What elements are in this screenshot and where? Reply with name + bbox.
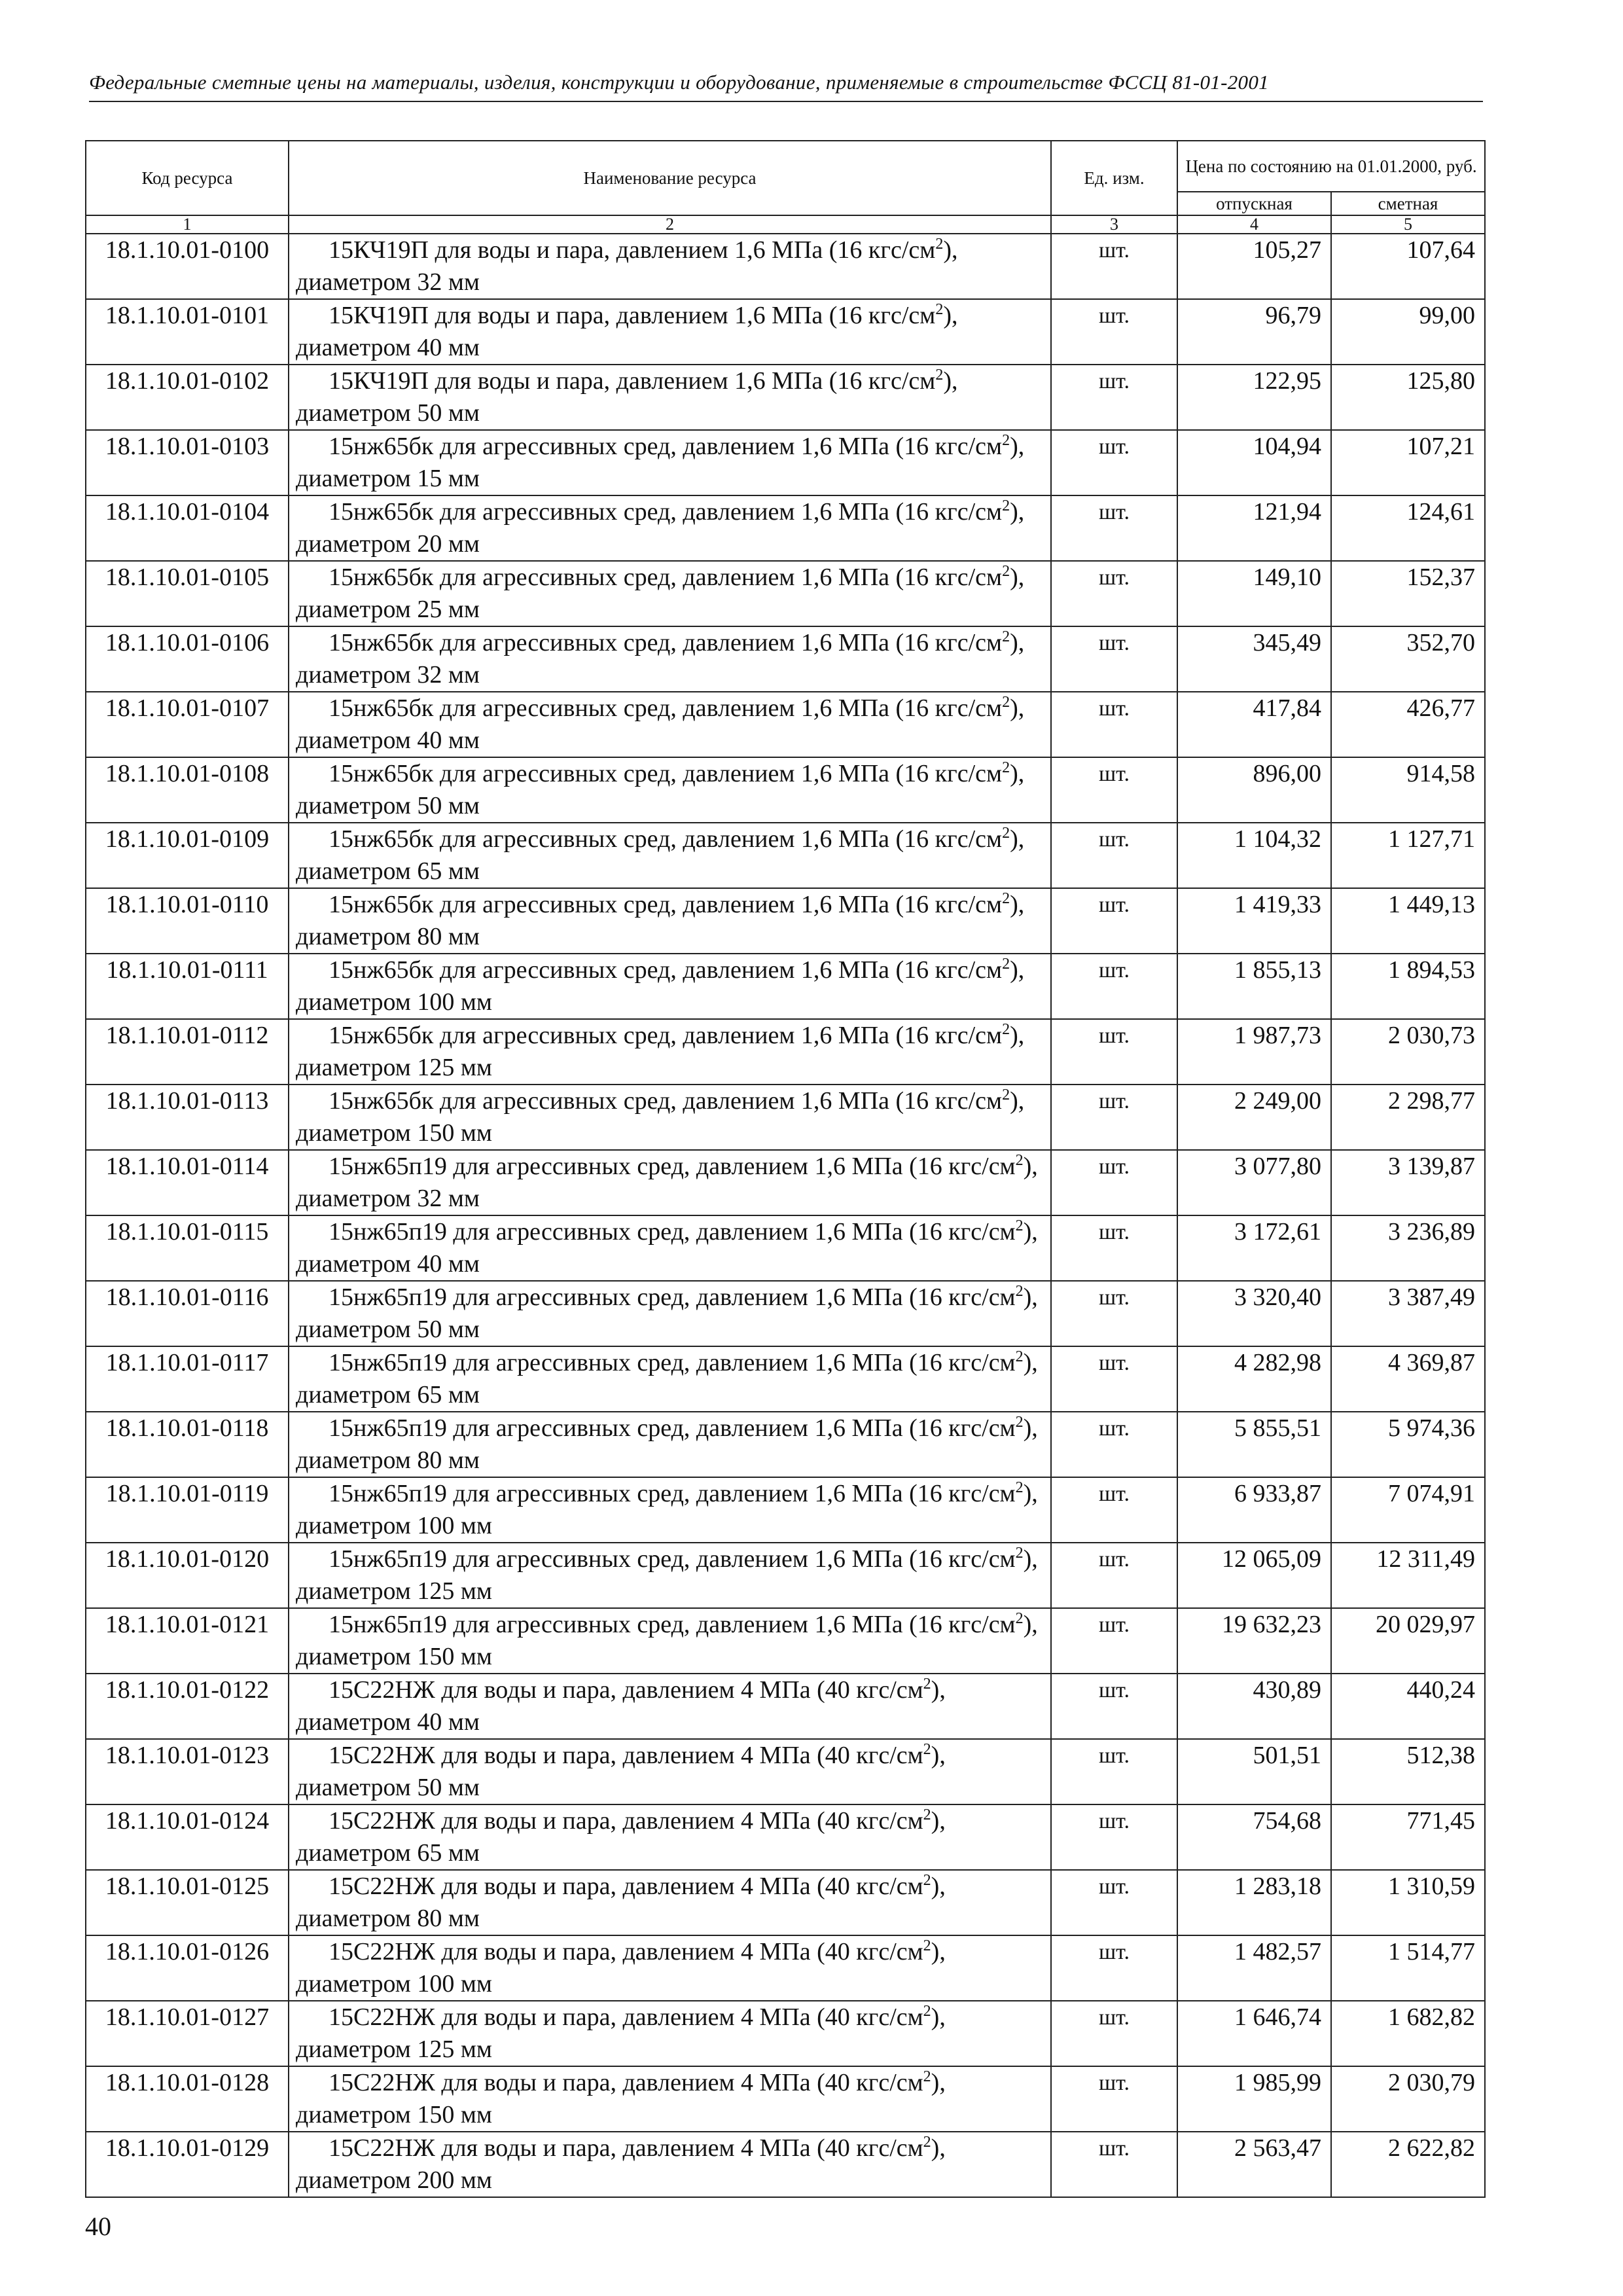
- resource-name: [289, 430, 1051, 495]
- price-release: 501,51: [1177, 1739, 1331, 1804]
- table-row: [86, 430, 1485, 495]
- resource-name-tail: ), диаметром 125 мм: [296, 1545, 1038, 1605]
- superscript: 2: [923, 1937, 931, 1954]
- resource-name: [289, 757, 1051, 823]
- resource-name: [289, 561, 1051, 626]
- table-row: [86, 1412, 1485, 1477]
- resource-name-text: 15нж65бк для агрессивных сред, давлением 1,6 МПа (16 кгс/см: [329, 1087, 1003, 1115]
- resource-name-text: 15нж65п19 для агрессивных сред, давлением 1,6 МПа (16 кгс/см: [329, 1545, 1016, 1573]
- superscript: 2: [1015, 1348, 1024, 1365]
- resource-name-text: 15нж65бк для агрессивных сред, давлением 1,6 МПа (16 кгс/см: [329, 891, 1003, 918]
- price-release: 121,94: [1177, 495, 1331, 561]
- unit: шт.: [1051, 1150, 1177, 1215]
- resource-name-text: 15С22НЖ для воды и пара, давлением 4 МПа (40 кгс/см: [329, 1742, 923, 1769]
- resource-name: [289, 365, 1051, 430]
- resource-name-text: 15нж65бк для агрессивных сред, давлением 1,6 МПа (16 кгс/см: [329, 694, 1003, 722]
- resource-code: 18.1.10.01-0112: [86, 1019, 289, 1085]
- resource-name: [289, 1412, 1051, 1477]
- resource-name: [289, 1739, 1051, 1804]
- superscript: 2: [935, 367, 944, 384]
- superscript: 2: [1015, 1610, 1024, 1627]
- unit: шт.: [1051, 1804, 1177, 1870]
- price-release: 2 249,00: [1177, 1085, 1331, 1150]
- resource-name: [289, 234, 1051, 299]
- resource-name-tail: ), диаметром 150 мм: [296, 2069, 946, 2128]
- unit: шт.: [1051, 1870, 1177, 1935]
- superscript: 2: [1002, 1021, 1010, 1038]
- resource-name: [289, 1150, 1051, 1215]
- unit: шт.: [1051, 1935, 1177, 2001]
- resource-name: [289, 1281, 1051, 1346]
- resource-name-text: 15нж65п19 для агрессивных сред, давлением 1,6 МПа (16 кгс/см: [329, 1153, 1016, 1180]
- resource-name-text: 15нж65п19 для агрессивных сред, давлением 1,6 МПа (16 кгс/см: [329, 1283, 1016, 1311]
- resource-name-text: 15нж65бк для агрессивных сред, давлением 1,6 МПа (16 кгс/см: [329, 564, 1003, 591]
- table-row: [86, 1935, 1485, 2001]
- resource-name: [289, 1608, 1051, 1674]
- resource-name-tail: ), диаметром 200 мм: [296, 2134, 946, 2194]
- resource-name-text: 15КЧ19П для воды и пара, давлением 1,6 МПа (16 кгс/см: [329, 302, 936, 329]
- table-row: [86, 2066, 1485, 2132]
- price-release: 105,27: [1177, 234, 1331, 299]
- superscript: 2: [923, 2003, 931, 2020]
- table-row: [86, 1215, 1485, 1281]
- price-estimate: 12 311,49: [1331, 1543, 1485, 1608]
- price-estimate: 2 622,82: [1331, 2132, 1485, 2197]
- superscript: 2: [935, 236, 944, 253]
- resource-name-tail: ), диаметром 150 мм: [296, 1087, 1025, 1147]
- resource-code: 18.1.10.01-0106: [86, 626, 289, 692]
- resource-code: 18.1.10.01-0109: [86, 823, 289, 888]
- resource-name-text: 15нж65п19 для агрессивных сред, давлением 1,6 МПа (16 кгс/см: [329, 1611, 1016, 1638]
- price-estimate: 1 310,59: [1331, 1870, 1485, 1935]
- price-estimate: 914,58: [1331, 757, 1485, 823]
- resource-name-tail: ), диаметром 100 мм: [296, 956, 1025, 1016]
- resource-code: 18.1.10.01-0107: [86, 692, 289, 757]
- resource-code: 18.1.10.01-0104: [86, 495, 289, 561]
- price-release: 754,68: [1177, 1804, 1331, 1870]
- resource-name-tail: ), диаметром 125 мм: [296, 1022, 1025, 1081]
- header-price-group: Цена по состоянию на 01.01.2000, руб.: [1177, 141, 1485, 192]
- price-release: 1 987,73: [1177, 1019, 1331, 1085]
- table-row: [86, 1281, 1485, 1346]
- resource-code: 18.1.10.01-0115: [86, 1215, 289, 1281]
- resource-name-tail: ), диаметром 32 мм: [296, 236, 958, 296]
- header-code: Код ресурса: [86, 141, 289, 215]
- resource-code: 18.1.10.01-0122: [86, 1674, 289, 1739]
- table-row: [86, 2132, 1485, 2197]
- price-estimate: 125,80: [1331, 365, 1485, 430]
- superscript: 2: [1015, 1414, 1024, 1431]
- column-number: 1: [86, 215, 289, 234]
- resource-name-tail: ), диаметром 50 мм: [296, 367, 958, 427]
- price-estimate: 352,70: [1331, 626, 1485, 692]
- resource-code: 18.1.10.01-0119: [86, 1477, 289, 1543]
- resource-name-text: 15С22НЖ для воды и пара, давлением 4 МПа (40 кгс/см: [329, 2134, 923, 2162]
- resource-name-text: 15нж65п19 для агрессивных сред, давлением 1,6 МПа (16 кгс/см: [329, 1349, 1016, 1376]
- unit: шт.: [1051, 561, 1177, 626]
- table-row: [86, 1543, 1485, 1608]
- resource-code: 18.1.10.01-0127: [86, 2001, 289, 2066]
- unit: шт.: [1051, 1346, 1177, 1412]
- resource-name-text: 15С22НЖ для воды и пара, давлением 4 МПа (40 кгс/см: [329, 1873, 923, 1900]
- resource-name-text: 15нж65бк для агрессивных сред, давлением 1,6 МПа (16 кгс/см: [329, 498, 1003, 526]
- unit: шт.: [1051, 430, 1177, 495]
- resource-name: [289, 1674, 1051, 1739]
- resource-code: 18.1.10.01-0118: [86, 1412, 289, 1477]
- resource-name-tail: ), диаметром 65 мм: [296, 1349, 1038, 1408]
- superscript: 2: [1002, 563, 1010, 580]
- resource-name-text: 15нж65бк для агрессивных сред, давлением 1,6 МПа (16 кгс/см: [329, 433, 1003, 460]
- price-estimate: 3 387,49: [1331, 1281, 1485, 1346]
- resource-code: 18.1.10.01-0103: [86, 430, 289, 495]
- resource-name-tail: ), диаметром 80 мм: [296, 1873, 946, 1932]
- price-estimate: 1 127,71: [1331, 823, 1485, 888]
- price-estimate: 20 029,97: [1331, 1608, 1485, 1674]
- price-release: 430,89: [1177, 1674, 1331, 1739]
- table-row: [86, 561, 1485, 626]
- price-estimate: 152,37: [1331, 561, 1485, 626]
- price-release: 1 419,33: [1177, 888, 1331, 954]
- price-release: 1 482,57: [1177, 1935, 1331, 2001]
- superscript: 2: [1002, 825, 1010, 842]
- column-number: 3: [1051, 215, 1177, 234]
- resource-name-text: 15нж65п19 для агрессивных сред, давлением 1,6 МПа (16 кгс/см: [329, 1218, 1016, 1246]
- resource-name-text: 15нж65п19 для агрессивных сред, давлением 1,6 МПа (16 кгс/см: [329, 1414, 1016, 1442]
- table-row: [86, 888, 1485, 954]
- table-row: [86, 1739, 1485, 1804]
- price-release: 104,94: [1177, 430, 1331, 495]
- superscript: 2: [1015, 1283, 1024, 1300]
- unit: шт.: [1051, 823, 1177, 888]
- resource-name-tail: ), диаметром 20 мм: [296, 498, 1025, 558]
- table-row: [86, 1019, 1485, 1085]
- table-row: [86, 1346, 1485, 1412]
- resource-name: [289, 2066, 1051, 2132]
- resource-name-tail: ), диаметром 25 мм: [296, 564, 1025, 623]
- header-price-release: отпускная: [1177, 192, 1331, 215]
- header-unit: Ед. изм.: [1051, 141, 1177, 215]
- price-release: 1 283,18: [1177, 1870, 1331, 1935]
- resource-name-text: 15С22НЖ для воды и пара, давлением 4 МПа (40 кгс/см: [329, 1938, 923, 1965]
- resource-name-text: 15нж65бк для агрессивных сред, давлением 1,6 МПа (16 кгс/см: [329, 760, 1003, 787]
- table-row: [86, 823, 1485, 888]
- price-release: 19 632,23: [1177, 1608, 1331, 1674]
- table-row: [86, 757, 1485, 823]
- price-estimate: 1 682,82: [1331, 2001, 1485, 2066]
- resource-code: 18.1.10.01-0128: [86, 2066, 289, 2132]
- unit: шт.: [1051, 626, 1177, 692]
- price-estimate: 512,38: [1331, 1739, 1485, 1804]
- unit: шт.: [1051, 1019, 1177, 1085]
- superscript: 2: [1015, 1479, 1024, 1496]
- resource-name-tail: ), диаметром 40 мм: [296, 302, 958, 361]
- superscript: 2: [1015, 1545, 1024, 1562]
- superscript: 2: [935, 301, 944, 318]
- price-release: 122,95: [1177, 365, 1331, 430]
- superscript: 2: [923, 1676, 931, 1693]
- unit: шт.: [1051, 954, 1177, 1019]
- table-row: [86, 1870, 1485, 1935]
- resource-name-tail: ), диаметром 50 мм: [296, 1283, 1038, 1343]
- unit: шт.: [1051, 2132, 1177, 2197]
- unit: шт.: [1051, 1085, 1177, 1150]
- resource-name-text: 15нж65бк для агрессивных сред, давлением 1,6 МПа (16 кгс/см: [329, 1022, 1003, 1049]
- resource-name-text: 15С22НЖ для воды и пара, давлением 4 МПа (40 кгс/см: [329, 1676, 923, 1704]
- unit: шт.: [1051, 1412, 1177, 1477]
- unit: шт.: [1051, 692, 1177, 757]
- resource-code: 18.1.10.01-0110: [86, 888, 289, 954]
- unit: шт.: [1051, 495, 1177, 561]
- price-estimate: 1 894,53: [1331, 954, 1485, 1019]
- table-row: [86, 1085, 1485, 1150]
- resource-name: [289, 1477, 1051, 1543]
- resource-name-text: 15С22НЖ для воды и пара, давлением 4 МПа (40 кгс/см: [329, 1807, 923, 1835]
- resource-name: [289, 2132, 1051, 2197]
- table-row: [86, 365, 1485, 430]
- unit: шт.: [1051, 1281, 1177, 1346]
- price-estimate: 771,45: [1331, 1804, 1485, 1870]
- resource-name-tail: ), диаметром 32 мм: [296, 1153, 1038, 1212]
- table-row: [86, 1608, 1485, 1674]
- superscript: 2: [1002, 432, 1010, 449]
- table-row: [86, 2001, 1485, 2066]
- superscript: 2: [1002, 890, 1010, 907]
- resource-code: 18.1.10.01-0123: [86, 1739, 289, 1804]
- resource-name-text: 15нж65бк для агрессивных сред, давлением 1,6 МПа (16 кгс/см: [329, 629, 1003, 656]
- price-estimate: 99,00: [1331, 299, 1485, 365]
- unit: шт.: [1051, 1739, 1177, 1804]
- resource-code: 18.1.10.01-0108: [86, 757, 289, 823]
- resource-code: 18.1.10.01-0116: [86, 1281, 289, 1346]
- superscript: 2: [923, 2068, 931, 2085]
- table-row: [86, 954, 1485, 1019]
- price-estimate: 2 298,77: [1331, 1085, 1485, 1150]
- resource-name: [289, 1215, 1051, 1281]
- resource-name: [289, 1870, 1051, 1935]
- resource-name-text: 15КЧ19П для воды и пара, давлением 1,6 МПа (16 кгс/см: [329, 367, 936, 395]
- price-table: [85, 140, 1486, 2198]
- price-estimate: 2 030,79: [1331, 2066, 1485, 2132]
- resource-name-text: 15С22НЖ для воды и пара, давлением 4 МПа (40 кгс/см: [329, 2069, 923, 2096]
- superscript: 2: [1015, 1152, 1024, 1169]
- resource-name: [289, 954, 1051, 1019]
- resource-name: [289, 1543, 1051, 1608]
- column-number: 4: [1177, 215, 1331, 234]
- price-release: 1 855,13: [1177, 954, 1331, 1019]
- resource-name-tail: ), диаметром 50 мм: [296, 760, 1025, 819]
- resource-name: [289, 1804, 1051, 1870]
- unit: шт.: [1051, 1674, 1177, 1739]
- resource-name: [289, 1019, 1051, 1085]
- unit: шт.: [1051, 2066, 1177, 2132]
- resource-name-tail: ), диаметром 50 мм: [296, 1742, 946, 1801]
- page-header: Федеральные сметные цены на материалы, изделия, конструкции и оборудование, применяемые в строительстве ФССЦ 81-01-2001: [89, 71, 1483, 102]
- resource-name-text: 15нж65бк для агрессивных сред, давлением 1,6 МПа (16 кгс/см: [329, 825, 1003, 853]
- header-name: Наименование ресурса: [289, 141, 1051, 215]
- resource-code: 18.1.10.01-0101: [86, 299, 289, 365]
- price-estimate: 3 139,87: [1331, 1150, 1485, 1215]
- unit: шт.: [1051, 365, 1177, 430]
- resource-name-tail: ), диаметром 15 мм: [296, 433, 1025, 492]
- price-estimate: 107,64: [1331, 234, 1485, 299]
- superscript: 2: [923, 1806, 931, 1823]
- resource-name-tail: ), диаметром 150 мм: [296, 1611, 1038, 1670]
- resource-name-tail: ), диаметром 40 мм: [296, 1218, 1038, 1278]
- table-row: [86, 234, 1485, 299]
- price-release: 5 855,51: [1177, 1412, 1331, 1477]
- table-row: [86, 626, 1485, 692]
- superscript: 2: [923, 1872, 931, 1889]
- price-estimate: 5 974,36: [1331, 1412, 1485, 1477]
- resource-name-tail: ), диаметром 100 мм: [296, 1938, 946, 1998]
- table-row: [86, 1477, 1485, 1543]
- unit: шт.: [1051, 757, 1177, 823]
- table-body: [86, 234, 1485, 2197]
- resource-name-tail: ), диаметром 40 мм: [296, 1676, 946, 1736]
- resource-name-tail: ), диаметром 65 мм: [296, 1807, 946, 1867]
- price-release: 12 065,09: [1177, 1543, 1331, 1608]
- resource-name-tail: ), диаметром 125 мм: [296, 2003, 946, 2063]
- unit: шт.: [1051, 888, 1177, 954]
- resource-name-text: 15нж65п19 для агрессивных сред, давлением 1,6 МПа (16 кгс/см: [329, 1480, 1016, 1507]
- price-release: 149,10: [1177, 561, 1331, 626]
- resource-name-tail: ), диаметром 32 мм: [296, 629, 1025, 689]
- unit: шт.: [1051, 1608, 1177, 1674]
- superscript: 2: [1002, 1086, 1010, 1103]
- resource-name-tail: ), диаметром 80 мм: [296, 891, 1025, 950]
- price-release: 3 320,40: [1177, 1281, 1331, 1346]
- resource-name: [289, 1935, 1051, 2001]
- resource-name: [289, 2001, 1051, 2066]
- resource-name-tail: ), диаметром 100 мм: [296, 1480, 1038, 1539]
- resource-name-text: 15С22НЖ для воды и пара, давлением 4 МПа (40 кгс/см: [329, 2003, 923, 2031]
- resource-name-text: 15нж65бк для агрессивных сред, давлением 1,6 МПа (16 кгс/см: [329, 956, 1003, 984]
- resource-name: [289, 299, 1051, 365]
- price-estimate: 2 030,73: [1331, 1019, 1485, 1085]
- resource-name: [289, 888, 1051, 954]
- resource-code: 18.1.10.01-0120: [86, 1543, 289, 1608]
- resource-code: 18.1.10.01-0124: [86, 1804, 289, 1870]
- column-number: 5: [1331, 215, 1485, 234]
- table-row: [86, 495, 1485, 561]
- superscript: 2: [1002, 628, 1010, 645]
- price-release: 6 933,87: [1177, 1477, 1331, 1543]
- price-estimate: 440,24: [1331, 1674, 1485, 1739]
- resource-code: 18.1.10.01-0125: [86, 1870, 289, 1935]
- resource-name-tail: ), диаметром 40 мм: [296, 694, 1025, 754]
- price-estimate: 107,21: [1331, 430, 1485, 495]
- superscript: 2: [1002, 694, 1010, 711]
- resource-name: [289, 1346, 1051, 1412]
- price-release: 3 172,61: [1177, 1215, 1331, 1281]
- price-estimate: 7 074,91: [1331, 1477, 1485, 1543]
- resource-code: 18.1.10.01-0100: [86, 234, 289, 299]
- price-release: 1 646,74: [1177, 2001, 1331, 2066]
- price-release: 417,84: [1177, 692, 1331, 757]
- price-release: 96,79: [1177, 299, 1331, 365]
- price-estimate: 4 369,87: [1331, 1346, 1485, 1412]
- superscript: 2: [1015, 1217, 1024, 1234]
- price-estimate: 1 514,77: [1331, 1935, 1485, 2001]
- column-number: 2: [289, 215, 1051, 234]
- table-row: [86, 1150, 1485, 1215]
- resource-name-tail: ), диаметром 65 мм: [296, 825, 1025, 885]
- unit: шт.: [1051, 1215, 1177, 1281]
- resource-name: [289, 692, 1051, 757]
- page-number: 40: [85, 2212, 111, 2241]
- price-release: 3 077,80: [1177, 1150, 1331, 1215]
- resource-code: 18.1.10.01-0121: [86, 1608, 289, 1674]
- superscript: 2: [923, 2134, 931, 2151]
- resource-code: 18.1.10.01-0126: [86, 1935, 289, 2001]
- unit: шт.: [1051, 234, 1177, 299]
- price-release: 345,49: [1177, 626, 1331, 692]
- table-row: [86, 1674, 1485, 1739]
- unit: шт.: [1051, 1477, 1177, 1543]
- unit: шт.: [1051, 1543, 1177, 1608]
- unit: шт.: [1051, 2001, 1177, 2066]
- resource-code: 18.1.10.01-0105: [86, 561, 289, 626]
- price-release: 4 282,98: [1177, 1346, 1331, 1412]
- header-price-estimate: сметная: [1331, 192, 1485, 215]
- superscript: 2: [923, 1741, 931, 1758]
- resource-name: [289, 495, 1051, 561]
- price-release: 1 985,99: [1177, 2066, 1331, 2132]
- resource-name: [289, 823, 1051, 888]
- unit: шт.: [1051, 299, 1177, 365]
- price-estimate: 3 236,89: [1331, 1215, 1485, 1281]
- table-row: [86, 1804, 1485, 1870]
- resource-name-text: 15КЧ19П для воды и пара, давлением 1,6 МПа (16 кгс/см: [329, 236, 936, 264]
- price-estimate: 426,77: [1331, 692, 1485, 757]
- price-release: 1 104,32: [1177, 823, 1331, 888]
- resource-name: [289, 626, 1051, 692]
- superscript: 2: [1002, 759, 1010, 776]
- price-release: 2 563,47: [1177, 2132, 1331, 2197]
- resource-name-tail: ), диаметром 80 мм: [296, 1414, 1038, 1474]
- table-row: [86, 299, 1485, 365]
- superscript: 2: [1002, 956, 1010, 973]
- price-estimate: 1 449,13: [1331, 888, 1485, 954]
- resource-code: 18.1.10.01-0102: [86, 365, 289, 430]
- resource-code: 18.1.10.01-0129: [86, 2132, 289, 2197]
- resource-name: [289, 1085, 1051, 1150]
- resource-code: 18.1.10.01-0113: [86, 1085, 289, 1150]
- superscript: 2: [1002, 497, 1010, 514]
- price-release: 896,00: [1177, 757, 1331, 823]
- price-estimate: 124,61: [1331, 495, 1485, 561]
- resource-code: 18.1.10.01-0117: [86, 1346, 289, 1412]
- table-row: [86, 692, 1485, 757]
- resource-code: 18.1.10.01-0111: [86, 954, 289, 1019]
- resource-code: 18.1.10.01-0114: [86, 1150, 289, 1215]
